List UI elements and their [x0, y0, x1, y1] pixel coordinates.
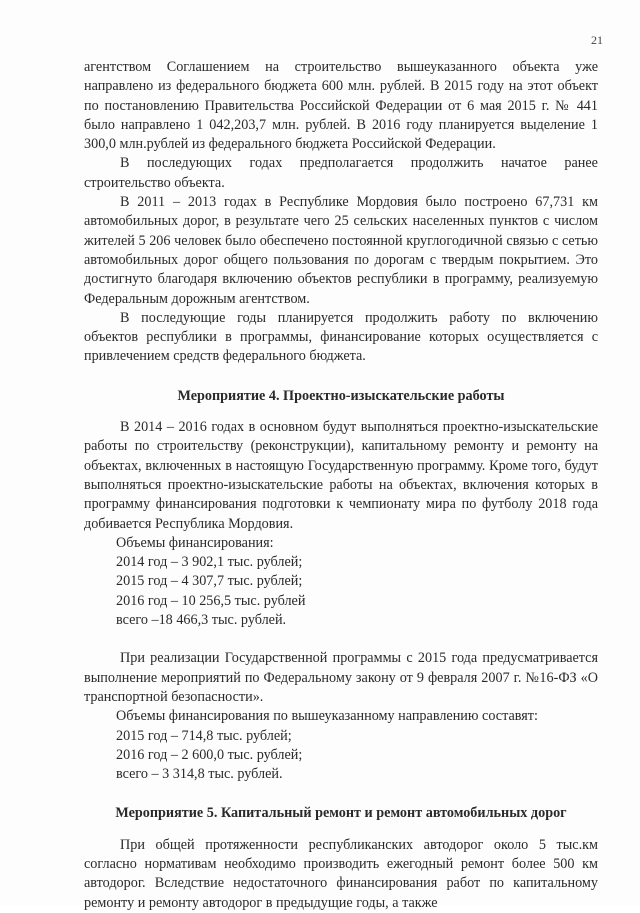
funding2-total-line: всего – 3 314,8 тыс. рублей. — [116, 766, 283, 783]
funding-total-line: всего –18 466,3 тыс. рублей. — [116, 612, 287, 629]
section-4-funding2-label: Объемы финансирования по вышеуказанному направлению составят: — [116, 708, 538, 725]
document-body — [84, 58, 598, 913]
section-4-law-text: При реализации Государственной программы с 2015 года предусматривается выполнение мероприятий по Федеральному закону от 9 февраля 2007 г. №16-ФЗ «О транспортной безопасности». — [84, 650, 598, 705]
section-4-heading: Мероприятие 4. Проектно-изыскательские работы — [177, 387, 505, 404]
section-4-funding-label: Объемы финансирования: — [116, 534, 274, 551]
paragraph-continue-construction: В последующих годах предполагается продолжить начатое ранее строительство объекта. — [84, 155, 598, 191]
funding-line: 2015 год – 4 307,7 тыс. рублей; — [116, 573, 303, 590]
page-number: 21 — [591, 33, 603, 47]
paragraph-future-programs: В последующие годы планируется продолжить работу по включению объектов республики в программы, финансирование которых осуществляется с привлечением средств федерального бюджета. — [84, 309, 598, 365]
section-4-text: В 2014 – 2016 годах в основном будут выполняться проектно-изыскательские работы по строительству (реконструкции), капитальному ремонту и ремонту на объектах, включенных в настоящую Государственную программу. Кроме того, будут выполняться проектно-изыскательские работы на объектах, включения которых в программу финансирования подготовки к чемпионату мира по футболу 2018 года добивается Республика Мордовия. — [84, 419, 598, 532]
spacer — [84, 630, 598, 649]
funding2-line: 2015 год – 714,8 тыс. рублей; — [116, 727, 292, 744]
funding-line: 2016 год – 10 256,5 тыс. рублей — [116, 592, 306, 609]
paragraph-funding-object: агентством Соглашением на строительство вышеуказанного объекта уже направлено из федерального бюджета 600 млн. рублей. В 2015 году на этот объект по постановлению Правительства Российской Федерации от 6 мая 2015 г. № 441 было направлено 1 042,203,7 млн. рублей. В 2016 году планируется выделение 1 300,0 млн.рублей из федерального бюджета Российской Федерации. — [84, 59, 598, 153]
section-5-text: При общей протяженности республиканских автодорог около 5 тыс.км согласно нормативам необходимо производить ежегодный ремонт более 500 км автодорог. Вследствие недостаточного финансирования работ по капитальному ремонту и ремонту автодорог в предыдущие годы, а также — [84, 836, 598, 911]
funding2-line: 2016 год – 2 600,0 тыс. рублей; — [116, 746, 303, 763]
paragraph-roads-2011-2013: В 2011 – 2013 годах в Республике Мордовия было построено 67,731 км автомобильных дорог, в результате чего 25 сельских населенных пунктов с числом жителей 5 206 человек было обеспечено постоянной круглогодичной связью с сетью автомобильных дорог общего пользования по дорогам с твердым покрытием. Это достигнуто благодаря включению объектов республики в программу, реализуемую Федеральным дорожным агентством. — [84, 194, 598, 307]
section-5-heading: Мероприятие 5. Капитальный ремонт и ремонт автомобильных дорог — [115, 805, 567, 822]
funding-line: 2014 год – 3 902,1 тыс. рублей; — [116, 554, 303, 571]
